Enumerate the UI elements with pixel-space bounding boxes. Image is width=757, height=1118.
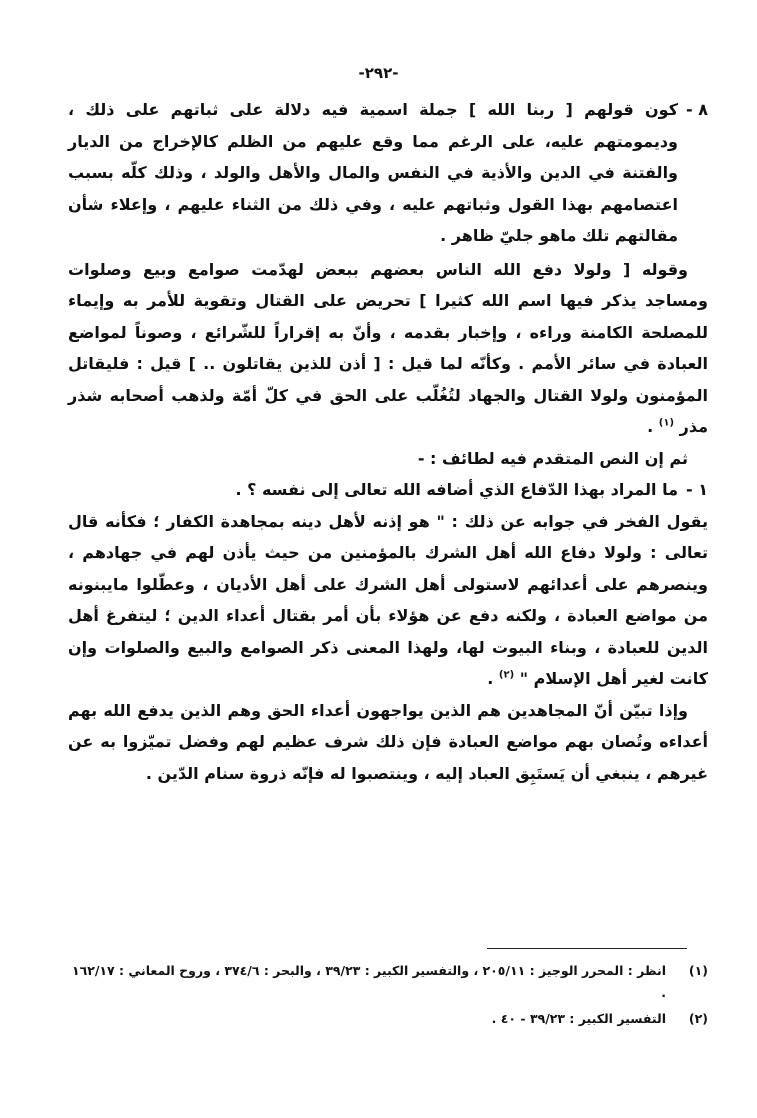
footnote-ref-1[interactable]: (١): [658, 417, 675, 429]
footnote-1-text: انظر : المحرر الوجيز : ٢٠٥/١١ ، والتفسير الكبير : ٣٩/٢٣ ، والبحر : ٣٧٤/٦ ، وروح المعاني : ١٦٢/١٧ .: [71, 963, 666, 1000]
footnote-1-number: (١): [688, 963, 708, 978]
conclusion-paragraph: [68, 695, 708, 790]
razi-quote-paragraph: [68, 506, 708, 695]
footnote-divider: [487, 948, 687, 949]
footnote-ref-2[interactable]: (٢): [498, 669, 515, 681]
footnote-1: [68, 960, 708, 1004]
subtleties-intro: [68, 443, 708, 475]
footnote-2: [68, 1008, 708, 1030]
conclusion-text: وإذا تبيّن أنّ المجاهدين هم الذين يواجهون أعداء الحق وهم الذين يدفع الله بهم أعداءه وتُصان بهم مواضع العبادة فإن ذلك شرف عظيم لهم وفضل تميّزوا به عن غيرهم ، ينبغي أن يَستَبِق العباد إليه ، وينتصبوا له فإنّه ذروة سنام الدّين .: [68, 700, 708, 783]
point-8-text: كون قولهم [ ربنا الله ] جملة اسمية فيه دلالة على ثباتهم على ذلك ، وديمومتهم عليه، على الرغم مما وقع عليهم من الظلم كالإخراج من الديار والفتنة في الدين والأذية في النفس والمال والأهل والولد ، وذلك كلّه بسبب اعتصامهم بهذا القول وثباتهم عليه ، وفي ذلك من الثناء عليهم ، وإعلاء شأن مقالتهم تلك ماهو جليّ ظاهر .: [68, 100, 678, 245]
razi-quote-end: .: [487, 669, 494, 688]
footnote-2-text: التفسير الكبير : ٣٩/٢٣ - ٤٠ .: [491, 1011, 666, 1026]
verse-commentary-end: .: [647, 417, 654, 436]
main-text: [68, 94, 708, 789]
verse-commentary-text: وقوله [ ولولا دفع الله الناس بعضهم ببعض لهدّمت صوامع وبيع وصلوات ومساجد يذكر فيها اسم الله كثيرا ] تحريض على القتال وتقوية للأمر به وإيماء للمصلحة الكامنة وراءه ، وإخبار بقدمه ، وأنّ به إقراراً للشّرائع ، وصوناً لمواضع العبادة في سائر الأمم . وكأنّه لما قيل : [ أذن للذين يقاتلون .. ] قيل : فليقاتل المؤمنون ولولا القتال والجهاد لتُغُلّب على الحق في كلّ أمّة ولذهب أصحابه شذر مذر: [68, 259, 708, 436]
point-1-paragraph: [68, 474, 708, 506]
verse-commentary-paragraph: [68, 254, 708, 443]
footnotes: [68, 960, 708, 1034]
point-1-number: ١ -: [686, 480, 708, 499]
subtleties-intro-text: ثم إن النص المتقدم فيه لطائف : -: [417, 448, 688, 468]
footnote-2-number: (٢): [688, 1011, 708, 1026]
razi-quote-text: يقول الفخر في جوابه عن ذلك : " هو إذنه لأهل دينه بمجاهدة الكفار ؛ فكأنه قال تعالى : ولولا دفاع الله أهل الشرك بالمؤمنين من حيث يأذن لهم في جهادهم ، وينصرهم على أعدائهم لاستولى أهل الشرك على أهل الأديان ، وعطّلوا مايبنونه من مواضع العبادة ، ولكنه دفع عن هؤلاء بأن أمر بقتال أعداء الدين ؛ ليتفرغ أهل الدين للعبادة ، وبناء البيوت لها، ولهذا المعنى ذكر الصوامع والبيع والصلوات وإن كانت لغير أهل الإسلام ": [68, 511, 708, 688]
point-1-text: ما المراد بهذا الدّفاع الذي أضافه الله تعالى إلى نفسه ؟ .: [235, 480, 678, 499]
page-number: -٢٩٢-: [358, 64, 399, 82]
point-8-number: ٨ -: [686, 100, 708, 119]
point-8-paragraph: [68, 94, 708, 252]
